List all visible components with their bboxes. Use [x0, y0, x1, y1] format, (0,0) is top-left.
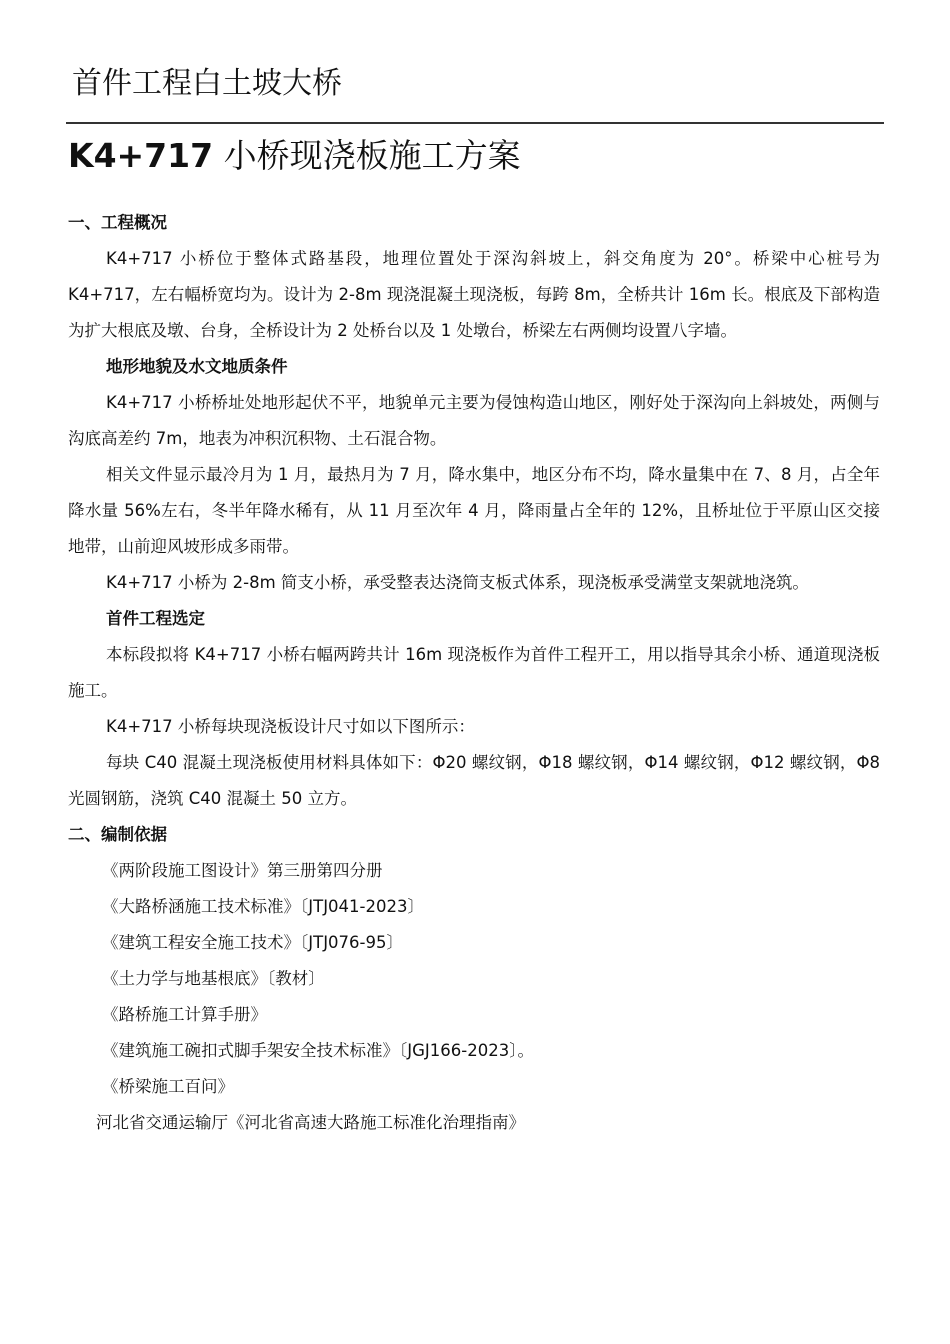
reference-item: 《大路桥涵施工技术标准》〔JTJ041-2023〕 [102, 897, 424, 916]
paragraph-materials: 每块 C40 混凝土现浇板使用材料具体如下：Φ20 螺纹钢，Φ18 螺纹钢，Φ14 螺纹钢，Φ12 螺纹钢，Φ8 光圆钢筋，浇筑 C40 混凝土 50 立方。 [68, 753, 880, 808]
paragraph-overview: K4+717 小桥位于整体式路基段，地理位置处于深沟斜坡上，斜交角度为 20°。桥梁中心桩号为 K4+717，左右幅桥宽均为。设计为 2-8m 现浇混凝土现浇板，每跨 8m，全桥共计 16m 长。根底及下部构造为扩大根底及墩、台身，全桥设计为 2 处桥台以及 1 处墩台，桥梁左右两侧均设置八字墙。 [68, 249, 880, 340]
document-body [68, 205, 880, 1141]
header-title: 首件工程白土坡大桥 [72, 66, 342, 101]
paragraph-climate: 相关文件显示最冷月为 1 月，最热月为 7 月，降水集中，地区分布不均，降水量集中在 7、8 月，占全年降水量 56%左右，冬半年降水稀有，从 11 月至次年 4 月，降雨量占全年的 12%，且桥址位于平原山区交接地带，山前迎风坡形成多雨带。 [68, 465, 880, 556]
reference-item: 《两阶段施工图设计》第三册第四分册 [102, 861, 383, 880]
paragraph-terrain: K4+717 小桥桥址处地形起伏不平，地貌单元主要为侵蚀构造山地区，刚好处于深沟向上斜坡处，两侧与沟底高差约 7m，地表为冲积沉积物、土石混合物。 [68, 393, 880, 448]
document-title-code: K4+717 [68, 136, 214, 175]
subheading-first-work: 首件工程选定 [106, 609, 205, 628]
paragraph-slab-size: K4+717 小桥每块现浇板设计尺寸如以下图所示： [106, 717, 475, 736]
document-title [68, 130, 521, 177]
reference-item: 《土力学与地基根底》〔教材〕 [102, 969, 325, 988]
paragraph-first-work: 本标段拟将 K4+717 小桥右幅两跨共计 16m 现浇板作为首件工程开工，用以指导其余小桥、通道现浇板施工。 [68, 645, 880, 700]
reference-item: 《路桥施工计算手册》 [102, 1005, 267, 1024]
reference-item: 《桥梁施工百问》 [102, 1077, 234, 1096]
reference-item: 《建筑施工碗扣式脚手架安全技术标准》〔JGJ166-2023〕。 [102, 1041, 534, 1060]
header-divider [66, 122, 884, 124]
section-heading-overview: 一、工程概况 [68, 213, 167, 232]
paragraph-structure: K4+717 小桥为 2-8m 简支小桥，承受整表达浇筒支板式体系，现浇板承受满堂支架就地浇筑。 [106, 573, 809, 592]
section-heading-basis: 二、编制依据 [68, 825, 167, 844]
subheading-terrain: 地形地貌及水文地质条件 [106, 357, 288, 376]
document-title-text: 小桥现浇板施工方案 [213, 136, 521, 175]
reference-item: 《建筑工程安全施工技术》〔JTJ076-95〕 [102, 933, 404, 952]
reference-item-last: 河北省交通运输厅《河北省高速大路施工标准化治理指南》 [96, 1113, 525, 1132]
